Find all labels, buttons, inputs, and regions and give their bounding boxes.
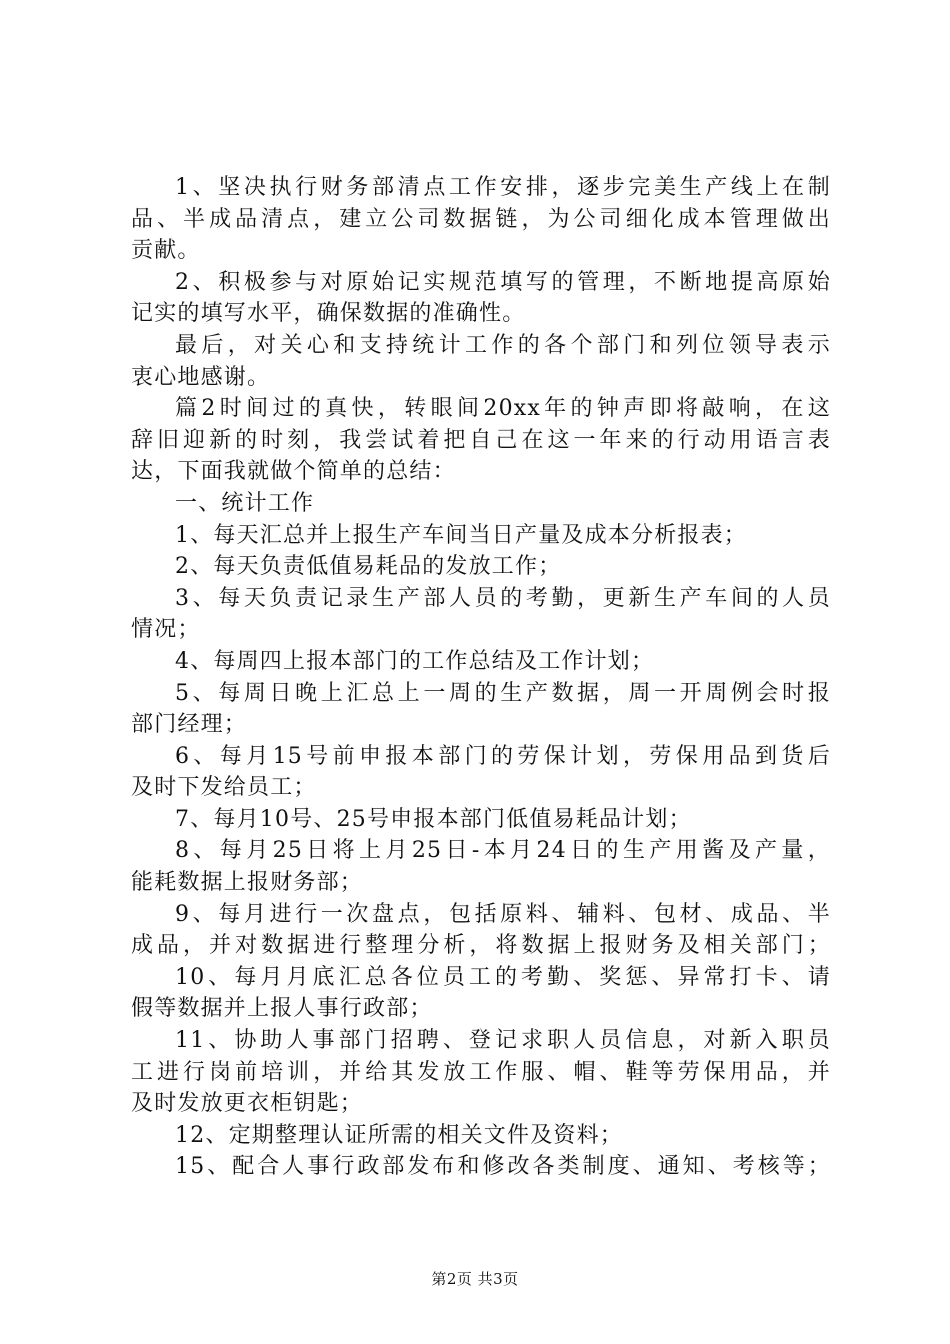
text-line: 7、每月10号、25号申报本部门低值易耗品计划； — [175, 806, 692, 832]
text-line: 1、坚决执行财务部清点工作安排，逐步完美生产线上在制 — [175, 175, 831, 200]
text-line: 工进行岗前培训，并给其发放工作服、帽、鞋等劳保用品，并 — [131, 1059, 831, 1085]
text-line: 一、统计工作 — [175, 490, 315, 516]
page-number: 第2页 共3页 — [431, 1270, 519, 1288]
text-line: 8、每月25日将上月25日-本月24日的生产用酱及产量， — [175, 838, 831, 864]
text-line: 能耗数据上报财务部； — [131, 870, 364, 896]
text-line: 及时下发给员工； — [131, 775, 317, 801]
text-line: 6、每月15号前申报本部门的劳保计划，劳保用品到货后 — [175, 743, 831, 769]
text-line: 最后，对关心和支持统计工作的各个部门和列位领导表示 — [175, 332, 831, 358]
text-line: 12、定期整理认证所需的相关文件及资料； — [175, 1122, 623, 1148]
text-line: 情况； — [131, 617, 201, 643]
text-line: 1、每天汇总并上报生产车间当日产量及成本分析报表； — [175, 522, 747, 548]
document-body — [131, 172, 831, 1183]
text-line: 15、配合人事行政部发布和修改各类制度、通知、考核等； — [175, 1154, 831, 1180]
text-line: 部门经理； — [131, 712, 248, 738]
text-line: 2、积极参与对原始记实规范填写的管理，不断地提高原始 — [175, 269, 831, 295]
text-line: 4、每周四上报本部门的工作总结及工作计划； — [175, 648, 655, 674]
text-line: 衷心地感谢。 — [131, 364, 271, 390]
text-line: 3、每天负责记录生产部人员的考勤，更新生产车间的人员 — [175, 585, 831, 611]
text-line: 9、每月进行一次盘点，包括原料、辅料、包材、成品、半 — [175, 901, 831, 927]
text-line: 品、半成品清点，建立公司数据链，为公司细化成本管理做出 — [131, 206, 831, 232]
text-line: 2、每天负责低值易耗品的发放工作； — [175, 554, 562, 580]
text-line: 10、每月月底汇总各位员工的考勤、奖惩、异常打卡、请 — [175, 964, 831, 990]
text-line: 及时发放更衣柜钥匙； — [131, 1091, 364, 1117]
text-line: 达，下面我就做个简单的总结： — [131, 459, 456, 485]
text-line: 贡献。 — [131, 238, 201, 264]
text-line: 辞旧迎新的时刻，我尝试着把自己在这一年来的行动用语言表 — [131, 427, 831, 453]
text-line: 记实的填写水平，确保数据的准确性。 — [131, 301, 526, 327]
text-line: 5、每周日晚上汇总上一周的生产数据，周一开周例会时报 — [175, 680, 831, 706]
text-line: 篇2时间过的真快，转眼间20xx年的钟声即将敲响，在这 — [175, 396, 831, 422]
text-line: 11、协助人事部门招聘、登记求职人员信息，对新入职员 — [175, 1028, 831, 1054]
text-line: 成品，并对数据进行整理分析，将数据上报财务及相关部门； — [131, 933, 831, 959]
text-line: 假等数据并上报人事行政部； — [131, 996, 433, 1022]
